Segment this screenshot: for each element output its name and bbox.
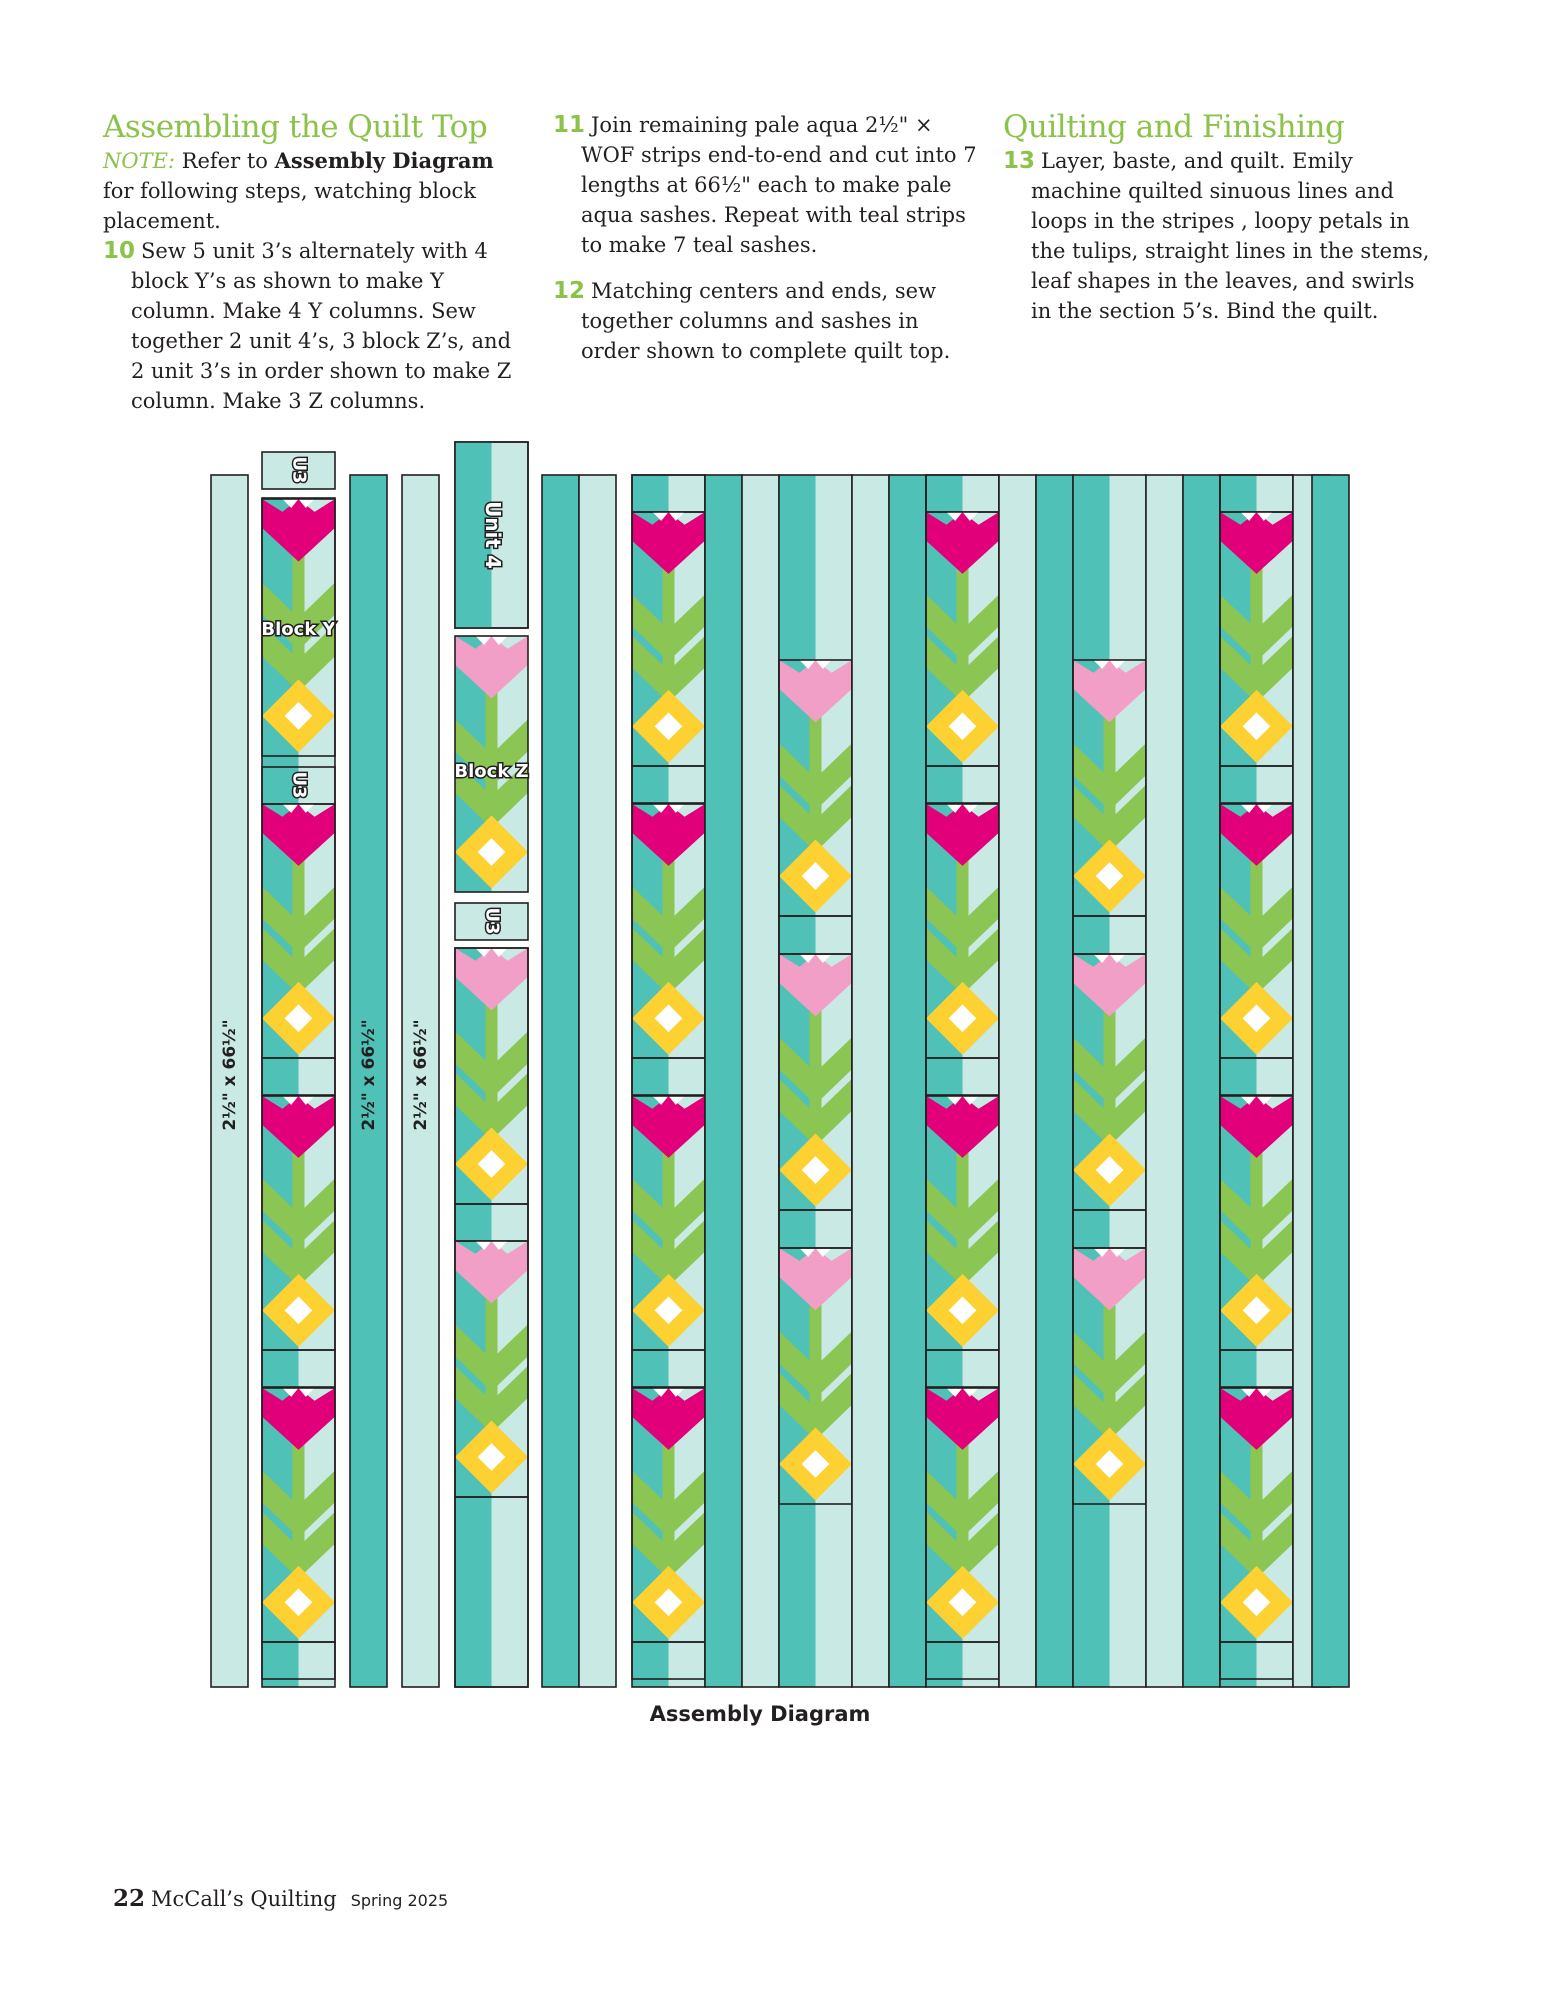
quilting-heading: Quilting and Finishing bbox=[1003, 109, 1345, 145]
page-number: 22 bbox=[113, 1885, 146, 1912]
step-10-text: Sew 5 unit 3’s alternately with 4 block Y’s as shown to make Y column. Make 4 Y columns. Sew together 2 unit 4’s, 3 block Z’s, and 2 unit 3’s in order shown to make Z column. Make 3 Z columns. bbox=[131, 239, 512, 413]
sash-pale-aqua bbox=[852, 475, 889, 1687]
step-13-text: Layer, baste, and quilt. Emily machine quilted sinuous lines and loops in the stripes , loopy petals in the tulips, straight lines in the stems, leaf shapes in the leaves, and swirls in the section 5’s. Bind the quilt. bbox=[1031, 149, 1430, 323]
note-text-1: Refer to bbox=[175, 149, 275, 173]
sash-size-label: 2½" x 66½" bbox=[359, 1019, 379, 1131]
sash-size-label: 2½" x 66½" bbox=[220, 1019, 240, 1131]
step-13-number: 13 bbox=[1003, 148, 1036, 174]
sash-pale-aqua bbox=[579, 475, 616, 1687]
note-label: NOTE: bbox=[103, 149, 176, 173]
sash-teal bbox=[542, 475, 579, 1687]
u3-label: U3 bbox=[288, 456, 310, 484]
u3-label: U3 bbox=[481, 907, 503, 935]
step-11-text: Join remaining pale aqua 2½" × WOF strips end-to-end and cut into 7 lengths at 66½" each to make pale aqua sashes. Repeat with teal strips to make 7 teal sashes. bbox=[581, 113, 977, 257]
issue-date: Spring 2025 bbox=[350, 1891, 449, 1910]
u3-label: U3 bbox=[288, 771, 310, 799]
unit4-label: Unit 4 bbox=[481, 501, 505, 569]
sash-teal bbox=[705, 475, 742, 1687]
sash-teal bbox=[889, 475, 926, 1687]
step-11-number: 11 bbox=[553, 112, 586, 138]
magazine-name: McCall’s Quilting bbox=[151, 1887, 337, 1911]
diagram-caption: Assembly Diagram bbox=[649, 1702, 871, 1726]
page-footer bbox=[113, 1885, 448, 1912]
note-text-2: for following steps, watching block placement. bbox=[103, 179, 477, 233]
sash-pale-aqua bbox=[999, 475, 1036, 1687]
step-12-text: Matching centers and ends, sew together columns and sashes in order shown to complete quilt top. bbox=[581, 279, 951, 363]
sash-size-label: 2½" x 66½" bbox=[411, 1019, 431, 1131]
sash-teal bbox=[1312, 475, 1349, 1687]
step-12-number: 12 bbox=[553, 278, 586, 304]
sash-pale-aqua bbox=[1146, 475, 1183, 1687]
sash-pale-aqua bbox=[742, 475, 779, 1687]
block-z-label: Block Z bbox=[454, 761, 529, 782]
note-bold: Assembly Diagram bbox=[274, 148, 494, 173]
step-10-number: 10 bbox=[103, 238, 136, 264]
block-y-label: Block Y bbox=[261, 619, 336, 640]
assembling-heading: Assembling the Quilt Top bbox=[103, 109, 488, 145]
sash-teal bbox=[1183, 475, 1220, 1687]
sash-teal bbox=[1036, 475, 1073, 1687]
